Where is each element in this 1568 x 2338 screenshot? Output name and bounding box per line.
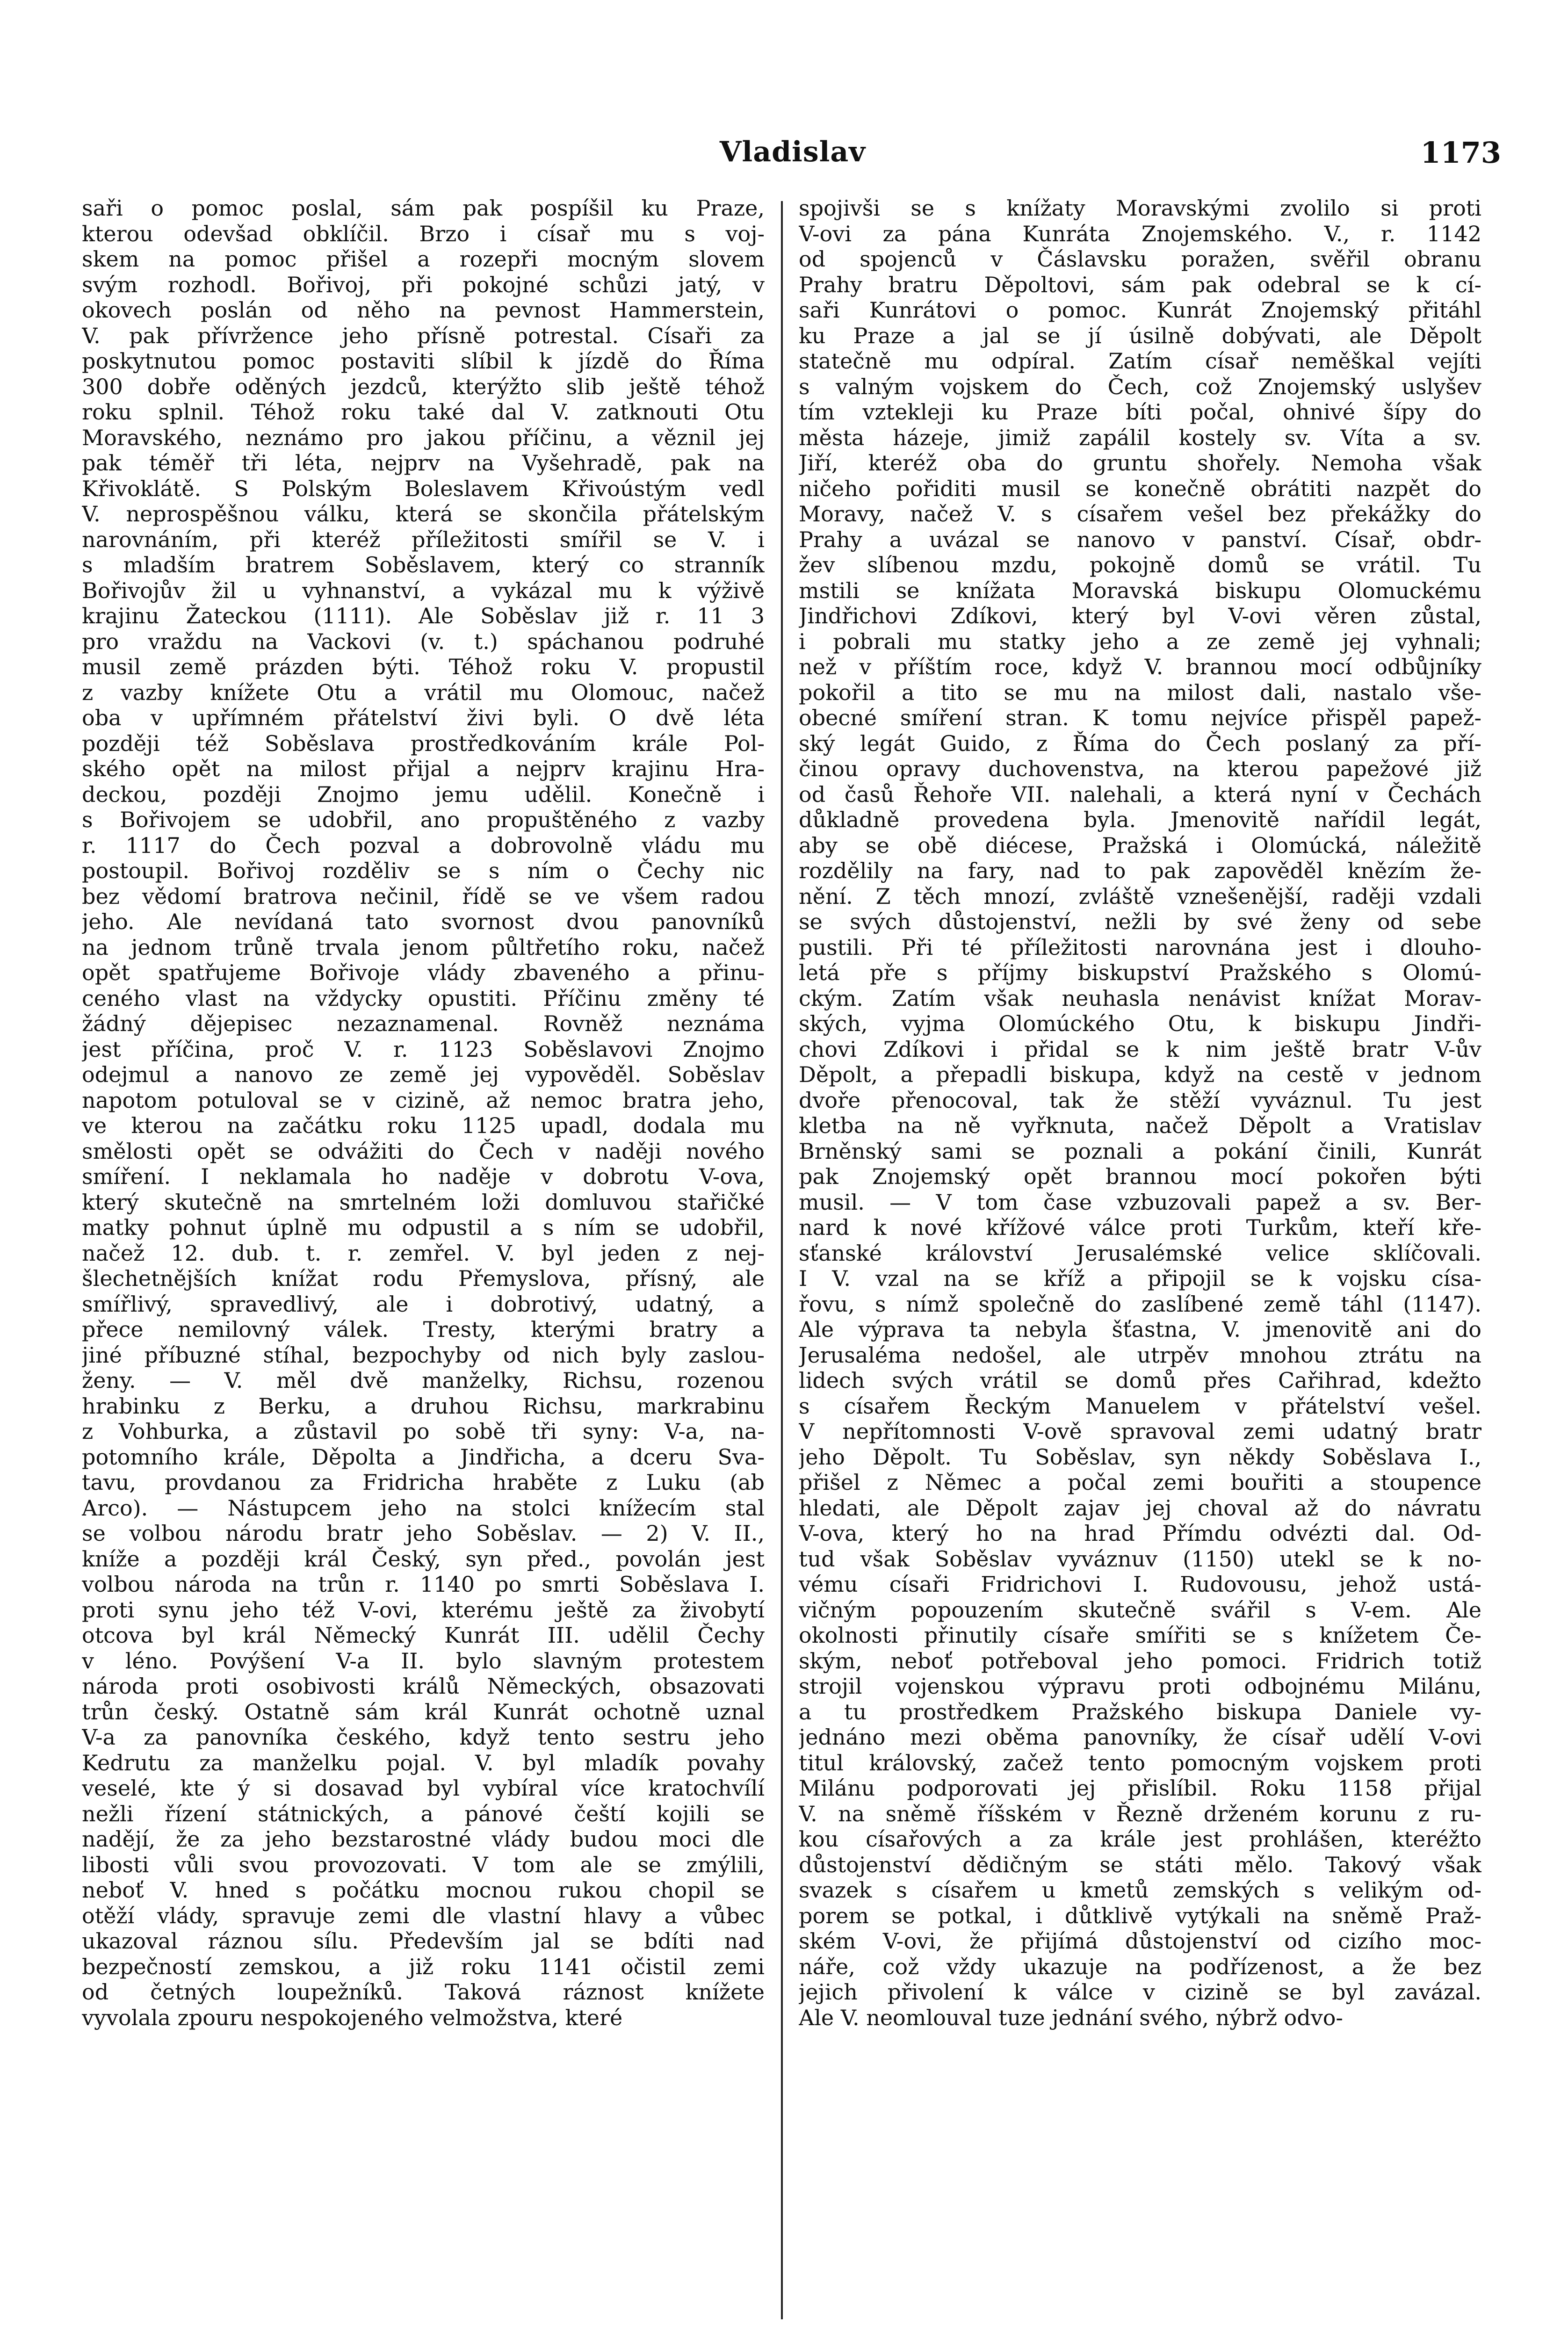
text-line: proti synu jeho též V-ovi, kterému ještě za živobytí (82, 1597, 765, 1623)
text-line: svazek s císařem u kmetů zemských s velikým od- (799, 1877, 1481, 1903)
text-line: jiné příbuzné stíhal, bezpochyby od nich byly zaslou- (82, 1342, 765, 1368)
text-line: Děpolt, a přepadli biskupa, když na cestě v jednom (799, 1062, 1481, 1087)
text-line: a tu prostředkem Pražského biskupa Daniele vy- (799, 1699, 1481, 1725)
text-line: libosti vůli svou provozovati. V tom ale se zmýlili, (82, 1852, 765, 1877)
text-line: deckou, později Znojmo jemu udělil. Konečně i (82, 781, 765, 807)
text-line: důstojenství dědičným se státi mělo. Takový však (799, 1852, 1481, 1877)
text-line: mstili se knížata Moravská biskupu Olomuckému (799, 577, 1481, 603)
text-line: napotom potuloval se v cizině, až nemoc bratra jeho, (82, 1087, 765, 1113)
text-line: svým rozhodl. Bořivoj, při pokojné schůzi jatý, v (82, 272, 765, 297)
text-line: přišel z Němec a počal zemi bouřiti a stoupence (799, 1470, 1481, 1495)
text-line: letá pře s příjmy biskupství Pražského s Olomú- (799, 960, 1481, 985)
text-line: nadějí, že za jeho bezstarostné vlády budou moci dle (82, 1826, 765, 1852)
text-line: 300 dobře oděných jezdců, kterýžto slib ještě téhož (82, 374, 765, 399)
text-line: saři o pomoc poslal, sám pak pospíšil ku Praze, (82, 195, 765, 221)
text-line: nění. Z těch mnozí, zvláště vznešenější, raději vzdali (799, 883, 1481, 909)
text-line: potomního krále, Děpolta a Jindřicha, a dceru Sva- (82, 1444, 765, 1470)
text-line: města házeje, jimiž zapálil kostely sv. Víta a sv. (799, 425, 1481, 450)
text-line: kterou odevšad obklíčil. Brzo i císař mu s voj- (82, 221, 765, 246)
text-line: V nepřítomnosti V-ově spravoval zemi udatný bratr (799, 1419, 1481, 1444)
text-line: ukazoval ráznou sílu. Především jal se bdíti nad (82, 1928, 765, 1954)
text-line: nežli řízení státnických, a pánové čeští kojili se (82, 1801, 765, 1826)
text-line: Jindřichovi Zdíkovi, který byl V-ovi věren zůstal, (799, 603, 1481, 628)
text-line: než v příštím roce, když V. brannou mocí odbůjníky (799, 654, 1481, 679)
text-line: nard k nové křížové válce proti Turkům, kteří kře- (799, 1215, 1481, 1240)
running-title: Vladislav (719, 136, 866, 168)
text-line: Křivoklátě. S Polským Boleslavem Křivoústým vedl (82, 476, 765, 501)
text-line: opět spatřujeme Bořivoje vlády zbaveného a přinu- (82, 960, 765, 985)
text-line: s valným vojskem do Čech, což Znojemský uslyšev (799, 374, 1481, 399)
text-line: pak Znojemský opět brannou mocí pokořen býti (799, 1164, 1481, 1189)
text-line: tím vztekleji ku Praze bíti počal, ohnivé šípy do (799, 399, 1481, 425)
text-line: Kedrutu za manželku pojal. V. byl mladík povahy (82, 1750, 765, 1775)
text-line: Moravy, načež V. s císařem vešel bez překážky do (799, 501, 1481, 527)
text-line: tud však Soběslav vyváznuv (1150) utekl se k no- (799, 1546, 1481, 1572)
text-line: ku Praze a jal se jí úsilně dobývati, ale Děpolt (799, 323, 1481, 348)
text-line: na jednom trůně trvala jenom půltřetího roku, načež (82, 934, 765, 960)
text-line: kníže a později král Český, syn před., povolán jest (82, 1546, 765, 1572)
text-line: titul královský, začež tento pomocným vojskem proti (799, 1750, 1481, 1775)
text-line: oba v upřímném přátelství živi byli. O dvě léta (82, 705, 765, 730)
text-line: pokořil a tito se mu na milost dali, nastalo vše- (799, 679, 1481, 705)
text-line: který skutečně na smrtelném loži domluvou stařičké (82, 1189, 765, 1215)
text-line: smělosti opět se odvážiti do Čech v naději nového (82, 1138, 765, 1164)
text-line: V-ova, který ho na hrad Přímdu odvézti dal. Od- (799, 1521, 1481, 1546)
text-line: V. pak přívržence jeho přísně potrestal. Císaři za (82, 323, 765, 348)
text-line: jednáno mezi oběma panovníky, že císař udělí V-ovi (799, 1725, 1481, 1750)
text-line: ckým. Zatím však neuhasla nenávist knížat Morav- (799, 985, 1481, 1011)
text-line: jest příčina, proč V. r. 1123 Soběslavovi Znojmo (82, 1036, 765, 1062)
text-line: z Vohburka, a zůstavil po sobě tři syny: V-a, na- (82, 1419, 765, 1444)
text-line: z vazby knížete Otu a vrátil mu Olomouc, načež (82, 679, 765, 705)
text-line: pro vraždu na Vackovi (v. t.) spáchanou podruhé (82, 628, 765, 654)
text-line: Milánu podporovati jej přislíbil. Roku 1158 přijal (799, 1775, 1481, 1801)
text-line: V-a za panovníka českého, když tento sestru jeho (82, 1725, 765, 1750)
text-line: od časů Řehoře VII. nalehali, a která nyní v Čechách (799, 781, 1481, 807)
text-line: ve kterou na začátku roku 1125 upadl, dodala mu (82, 1113, 765, 1138)
text-line: pak téměř tři léta, nejprv na Vyšehradě, pak na (82, 450, 765, 476)
text-line: rozdělily na fary, nad to pak zapověděl knězím že- (799, 858, 1481, 883)
text-line: ský legát Guido, z Říma do Čech poslaný za pří- (799, 730, 1481, 756)
text-line: spojivši se s knížaty Moravskými zvolilo si proti (799, 195, 1481, 221)
text-line: odejmul a nanovo ze země jej vypověděl. Soběslav (82, 1062, 765, 1087)
text-line: vyvolala zpouru nespokojeného velmožstva, které (82, 2005, 623, 2030)
text-line: bez vědomí bratrova nečinil, řídě se ve všem radou (82, 883, 765, 909)
left-text-column (82, 195, 765, 2318)
text-line: Ale V. neomlouval tuze jednání svého, nýbrž odvo- (799, 2005, 1343, 2030)
text-line: volbou národa na trůn r. 1140 po smrti Soběslava I. (82, 1572, 765, 1597)
text-line: I V. vzal na se kříž a připojil se k vojsku císa- (799, 1266, 1481, 1291)
text-line: tavu, provdanou za Fridricha hraběte z Luku (ab (82, 1470, 765, 1495)
text-line: Jiří, kteréž oba do gruntu shořely. Nemoha však (799, 450, 1481, 476)
text-line: později též Soběslava prostředkováním krále Pol- (82, 730, 765, 756)
text-line: Ale výprava ta nebyla šťastna, V. jmenovitě ani do (799, 1317, 1481, 1342)
text-line: vičným popouzením skutečně svářil s V-em. Ale (799, 1597, 1481, 1623)
text-line: okovech poslán od něho na pevnost Hammerstein, (82, 297, 765, 323)
column-divider (781, 201, 783, 2319)
text-line: smíření. I neklamala ho naděje v dobrotu V-ova, (82, 1164, 765, 1189)
text-line: otěží vlády, spravuje zemi dle vlastní hlavy a vůbec (82, 1903, 765, 1928)
text-line: saři Kunrátovi o pomoc. Kunrát Znojemský přitáhl (799, 297, 1481, 323)
text-line: jejich přivolení k válce v cizině se byl zavázal. (799, 1979, 1481, 2005)
text-line: skem na pomoc přišel a rozepři mocným slovem (82, 246, 765, 272)
text-line: aby se obě diécese, Pražská i Olomúcká, náležitě (799, 832, 1481, 858)
text-line: otcova byl král Německý Kunrát III. udělil Čechy (82, 1623, 765, 1648)
text-line: s mladším bratrem Soběslavem, který co stranník (82, 552, 765, 577)
text-line: kletba na ně vyřknuta, načež Děpolt a Vratislav (799, 1113, 1481, 1138)
text-line: Brněnský sami se poznali a pokání činili, Kunrát (799, 1138, 1481, 1164)
text-line: i pobrali mu statky jeho a ze země jej vyhnali; (799, 628, 1481, 654)
text-line: Arco). — Nástupcem jeho na stolci knížecím stal (82, 1495, 765, 1521)
text-line: neboť V. hned s počátku mocnou rukou chopil se (82, 1877, 765, 1903)
text-line: kou císařových a za krále jest prohlášen, kteréžto (799, 1826, 1481, 1852)
text-line: žev slíbenou mzdu, pokojně domů se vrátil. Tu (799, 552, 1481, 577)
text-line: ženy. — V. měl dvě manželky, Richsu, rozenou (82, 1368, 765, 1393)
text-line: národa proti osobivosti králů Německých, obsazovati (82, 1674, 765, 1699)
text-line: důkladně provedena byla. Jmenovitě nařídil legát, (799, 807, 1481, 832)
text-line: žádný dějepisec nezaznamenal. Rovněž neznáma (82, 1011, 765, 1036)
text-line: ským, neboť potřeboval jeho pomoci. Fridrich totiž (799, 1648, 1481, 1674)
text-line: činou opravy duchovenstva, na kterou papežové již (799, 756, 1481, 781)
text-line: r. 1117 do Čech pozval a dobrovolně vládu mu (82, 832, 765, 858)
page-number: 1173 (1420, 136, 1501, 170)
text-line: ském V-ovi, že přijímá důstojenství od cizího moc- (799, 1928, 1481, 1954)
text-line: hledati, ale Děpolt zajav jej choval až do návratu (799, 1495, 1481, 1521)
text-line: musil. — V tom čase vzbuzovali papež a sv. Ber- (799, 1189, 1481, 1215)
text-line: V. na sněmě říšském v Řezně drženém korunu z ru- (799, 1801, 1481, 1826)
text-line: ničeho pořiditi musil se konečně obrátiti nazpět do (799, 476, 1481, 501)
text-line: narovnáním, při kteréž příležitosti smířil se V. i (82, 527, 765, 552)
text-line: od četných loupežníků. Taková ráznost knížete (82, 1979, 765, 2005)
text-line: roku splnil. Téhož roku také dal V. zatknouti Otu (82, 399, 765, 425)
text-line: náře, což vždy ukazuje na podřízenost, a že bez (799, 1954, 1481, 1979)
text-line: Prahy a uvázal se nanovo v panství. Císař, obdr- (799, 527, 1481, 552)
text-line: Moravského, neznámo pro jakou příčinu, a věznil jej (82, 425, 765, 450)
text-line: dvoře přenocoval, tak že stěží vyváznul. Tu jest (799, 1087, 1481, 1113)
text-line: lidech svých vrátil se domů přes Cařihrad, kdežto (799, 1368, 1481, 1393)
text-line: okolnosti přinutily císaře smířiti se s knížetem Če- (799, 1623, 1481, 1648)
text-line: ceného vlast na vždycky opustiti. Příčinu změny té (82, 985, 765, 1011)
text-line: řovu, s nímž společně do zaslíbené země táhl (1147). (799, 1291, 1481, 1317)
text-line: Bořivojův žil u vyhnanství, a vykázal mu k výživě (82, 577, 765, 603)
text-line: postoupil. Bořivoj rozděliv se s ním o Čechy nic (82, 858, 765, 883)
text-line: jeho Děpolt. Tu Soběslav, syn někdy Soběslava I., (799, 1444, 1481, 1470)
page-header (79, 131, 1506, 173)
text-line: v léno. Povýšení V-a II. bylo slavným protestem (82, 1648, 765, 1674)
text-line: krajinu Žateckou (1111). Ale Soběslav již r. 11 3 (82, 603, 765, 628)
text-line: pustili. Při té příležitosti narovnána jest i dlouho- (799, 934, 1481, 960)
text-line: sťanské království Jerusalémské velice sklíčovali. (799, 1240, 1481, 1266)
text-line: Prahy bratru Děpoltovi, sám pak odebral se k cí- (799, 272, 1481, 297)
text-line: hrabinku z Berku, a druhou Richsu, markrabinu (82, 1393, 765, 1419)
text-line: matky pohnut úplně mu odpustil a s ním se udobřil, (82, 1215, 765, 1240)
right-text-column (799, 195, 1481, 2318)
text-line: poskytnutou pomoc postaviti slíbil k jízdě do Říma (82, 348, 765, 374)
text-line: chovi Zdíkovi i přidal se k nim ještě bratr V-ův (799, 1036, 1481, 1062)
text-line: smířlivý, spravedlivý, ale i dobrotivý, udatný, a (82, 1291, 765, 1317)
text-line: veselé, kte ý si dosavad byl vybíral více kratochvílí (82, 1775, 765, 1801)
text-line: šlechetnějších knížat rodu Přemyslova, přísný, ale (82, 1266, 765, 1291)
text-line: obecné smíření stran. K tomu nejvíce přispěl papež- (799, 705, 1481, 730)
text-line: vému císaři Fridrichovi I. Rudovousu, jehož ustá- (799, 1572, 1481, 1597)
text-line: Jerusaléma nedošel, ale utrpěv mnohou ztrátu na (799, 1342, 1481, 1368)
text-line: od spojenců v Čáslavsku poražen, svěřil obranu (799, 246, 1481, 272)
text-line: trůn český. Ostatně sám král Kunrát ochotně uznal (82, 1699, 765, 1725)
text-line: porem se potkal, i důtklivě vytýkali na sněmě Praž- (799, 1903, 1481, 1928)
text-line: V. neprospěšnou válku, která se skončila přátelským (82, 501, 765, 527)
text-line: s Bořivojem se udobřil, ano propuštěného z vazby (82, 807, 765, 832)
text-line: V-ovi za pána Kunráta Znojemského. V., r. 1142 (799, 221, 1481, 246)
text-line: strojil vojenskou výpravu proti odbojnému Milánu, (799, 1674, 1481, 1699)
text-line: statečně mu odpíral. Zatím císař neměškal vejíti (799, 348, 1481, 374)
text-line: načež 12. dub. t. r. zemřel. V. byl jeden z nej- (82, 1240, 765, 1266)
text-line: se volbou národu bratr jeho Soběslav. — 2) V. II., (82, 1521, 765, 1546)
text-line: se svých důstojenství, nežli by své ženy od sebe (799, 909, 1481, 934)
text-line: jeho. Ale nevídaná tato svornost dvou panovníků (82, 909, 765, 934)
text-line: ského opět na milost přijal a nejprv krajinu Hra- (82, 756, 765, 781)
text-line: ských, vyjma Olomúckého Otu, k biskupu Jindři- (799, 1011, 1481, 1036)
text-line: s císařem Řeckým Manuelem v přátelství vešel. (799, 1393, 1481, 1419)
text-line: bezpečností zemskou, a již roku 1141 očistil zemi (82, 1954, 765, 1979)
text-line: musil země prázden býti. Téhož roku V. propustil (82, 654, 765, 679)
text-line: přece nemilovný válek. Tresty, kterými bratry a (82, 1317, 765, 1342)
